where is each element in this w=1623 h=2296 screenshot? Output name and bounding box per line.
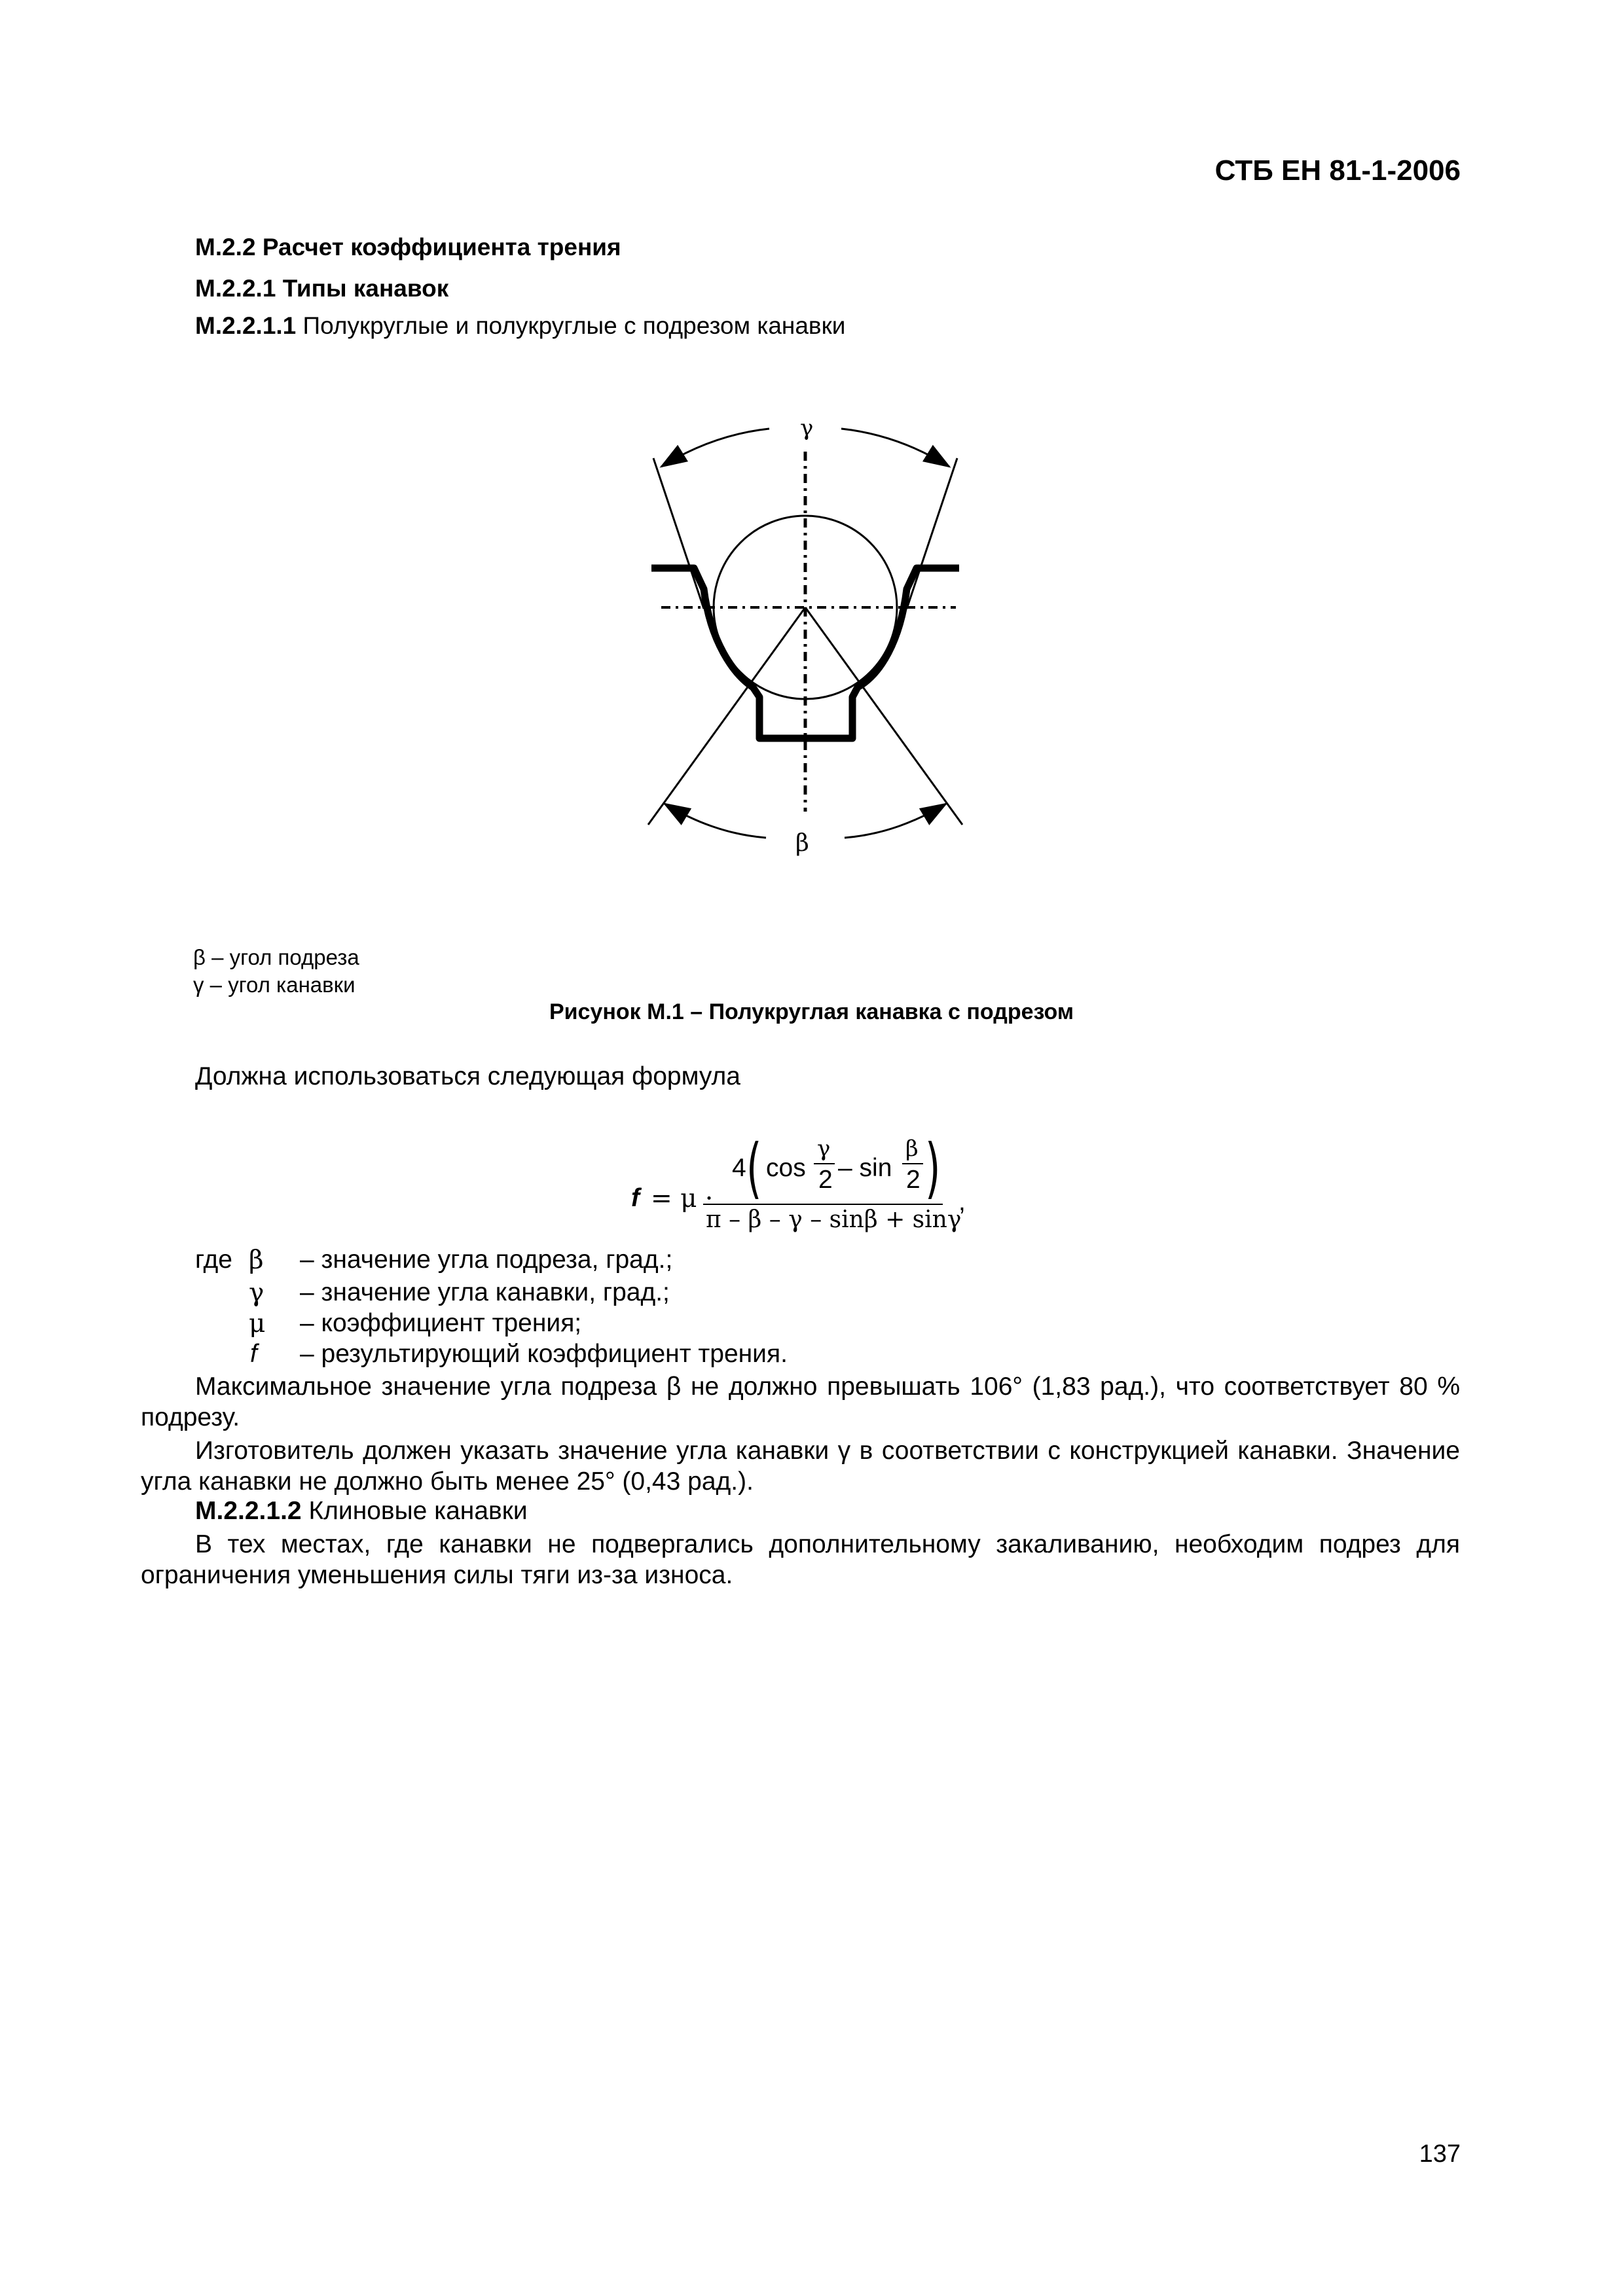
where-sym-gamma: γ: [249, 1278, 264, 1308]
fraction-bar-beta: [902, 1163, 923, 1164]
formula-intro: Должна использоваться следующая формула: [195, 1062, 740, 1090]
figure-caption: Рисунок М.1 – Полукруглая канавка с подрезом: [549, 999, 1074, 1024]
formula-eq: = μ ·: [651, 1184, 714, 1213]
paragraph-groove-angle: Изготовитель должен указать значение угла канавки γ в соответствии с конструкцией канавки. Значение угла канавки не должно быть менее 25° (0,43 рад.).: [141, 1437, 1460, 1496]
where-desc-f: – результирующий коэффициент трения.: [300, 1340, 788, 1368]
denominator: π – β – γ – sinβ + sinγ: [706, 1206, 962, 1233]
gamma-arrow-right: [841, 429, 949, 467]
where-sym-beta: β: [249, 1246, 264, 1275]
groove-angle-line-left: [653, 458, 704, 609]
heading-number: М.2.2.1.1: [195, 312, 297, 339]
where-desc-beta: – значение угла подреза, град.;: [300, 1246, 673, 1274]
paren-close: ): [925, 1130, 941, 1206]
where-label: где: [195, 1246, 232, 1274]
page-number: 137: [1419, 2140, 1461, 2168]
where-sym-mu: μ: [249, 1309, 266, 1338]
legend-gamma: γ – угол канавки: [193, 973, 356, 997]
heading-title: Расчет коэффициента трения: [262, 234, 621, 260]
formula-lhs: f: [631, 1184, 640, 1212]
beta-arrow-left: [665, 804, 766, 838]
heading-title: Полукруглые и полукруглые с подрезом канавки: [302, 312, 846, 339]
numerator-beta: β: [905, 1136, 919, 1162]
label-gamma: γ: [800, 415, 814, 441]
numerator-sin: – sin: [838, 1154, 892, 1182]
gamma-arrow-left: [661, 429, 769, 467]
legend-beta: β – угол подреза: [193, 945, 359, 969]
heading-m-2-2-1-2: [195, 1497, 528, 1526]
numerator-coef: 4: [732, 1154, 746, 1182]
where-desc-gamma: – значение угла канавки, град.;: [300, 1278, 670, 1306]
heading-m-2-2-1: [195, 275, 448, 302]
where-desc-mu: – коэффициент трения;: [300, 1309, 582, 1337]
groove-diagram: [629, 399, 995, 870]
beta-arrow-right: [845, 804, 946, 838]
undercut-line-left: [648, 607, 805, 825]
heading-number: М.2.2: [195, 234, 256, 260]
friction-formula: [627, 1130, 994, 1247]
numerator-cos: cos: [766, 1154, 806, 1182]
paren-open: (: [746, 1130, 762, 1206]
paragraph-v-groove: В тех местах, где канавки не подвергались дополнительному закаливанию, необходим подрез для ограничения уменьшения силы тяги из-за износа.: [141, 1530, 1460, 1589]
undercut-line-right: [805, 607, 962, 825]
formula-comma: ,: [958, 1188, 966, 1216]
document-code: СТБ ЕН 81-1-2006: [1214, 154, 1461, 187]
fraction-bar-gamma: [814, 1163, 835, 1164]
heading-m-2-2: [195, 234, 621, 261]
heading-number: М.2.2.1.2: [195, 1497, 302, 1525]
label-beta: β: [795, 830, 809, 857]
where-sym-f: f: [250, 1340, 257, 1368]
heading-number: М.2.2.1: [195, 275, 276, 302]
numerator-two-a: 2: [818, 1166, 833, 1194]
main-fraction-bar: [703, 1204, 943, 1205]
groove-angle-line-right: [907, 458, 957, 609]
numerator-two-b: 2: [906, 1166, 921, 1194]
paragraph-max-undercut: Максимальное значение угла подреза β не должно превышать 106° (1,83 рад.), что соответствует 80 % подрезу.: [141, 1372, 1460, 1431]
heading-title: Клиновые канавки: [308, 1497, 528, 1525]
heading-title: Типы канавок: [282, 275, 449, 302]
numerator-gamma: γ: [817, 1136, 831, 1162]
heading-m-2-2-1-1: [195, 312, 845, 340]
